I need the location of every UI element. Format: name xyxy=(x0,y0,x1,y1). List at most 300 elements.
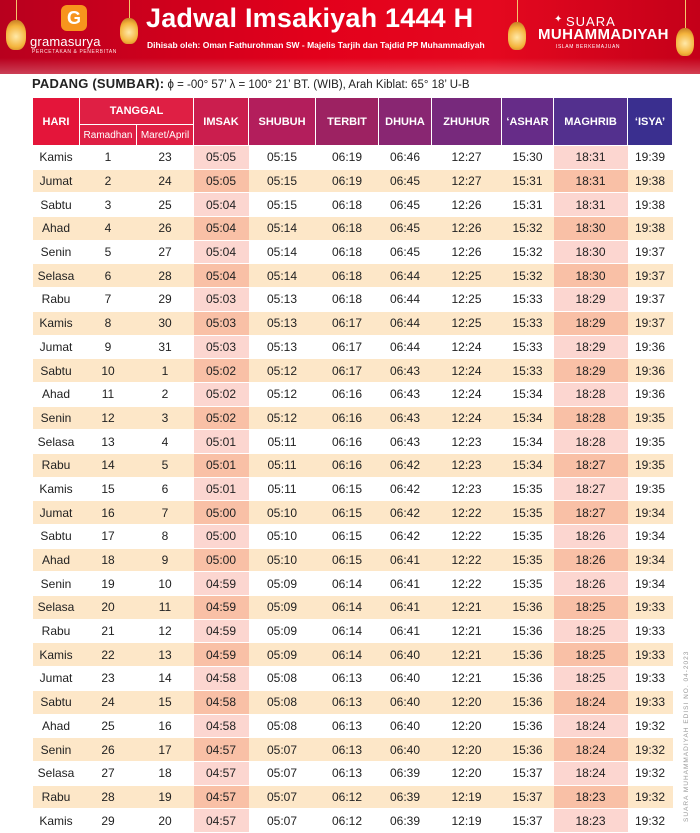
cell-dhuha: 06:39 xyxy=(379,785,432,809)
cell-ashar: 15:37 xyxy=(502,761,554,785)
cell-terbit: 06:18 xyxy=(316,264,379,288)
cell-hari: Ahad xyxy=(33,548,80,572)
cell-hari: Kamis xyxy=(33,146,80,170)
cell-zhuhur: 12:22 xyxy=(432,572,502,596)
table-row xyxy=(33,240,673,264)
cell-terbit: 06:18 xyxy=(316,288,379,312)
cell-maret-april: 8 xyxy=(137,525,194,549)
cell-isya: 19:37 xyxy=(628,288,673,312)
cell-maret-april: 13 xyxy=(137,643,194,667)
cell-imsak: 04:59 xyxy=(194,596,249,620)
table-row xyxy=(33,288,673,312)
cell-hari: Selasa xyxy=(33,430,80,454)
table-row xyxy=(33,146,673,170)
cell-ashar: 15:37 xyxy=(502,785,554,809)
cell-terbit: 06:16 xyxy=(316,406,379,430)
cell-shubuh: 05:09 xyxy=(249,572,316,596)
cell-maret-april: 12 xyxy=(137,619,194,643)
cell-terbit: 06:15 xyxy=(316,501,379,525)
cell-hari: Senin xyxy=(33,406,80,430)
cell-maret-april: 19 xyxy=(137,785,194,809)
cell-shubuh: 05:12 xyxy=(249,382,316,406)
cell-shubuh: 05:15 xyxy=(249,146,316,170)
header-zhuhur: ZHUHUR xyxy=(432,98,502,146)
cell-isya: 19:35 xyxy=(628,406,673,430)
cell-ramadhan: 4 xyxy=(80,217,137,241)
cell-terbit: 06:18 xyxy=(316,193,379,217)
cell-imsak: 04:58 xyxy=(194,667,249,691)
cell-maret-april: 10 xyxy=(137,572,194,596)
header-terbit: TERBIT xyxy=(316,98,379,146)
cell-ashar: 15:30 xyxy=(502,146,554,170)
table-row xyxy=(33,667,673,691)
cell-terbit: 06:18 xyxy=(316,240,379,264)
cell-isya: 19:34 xyxy=(628,548,673,572)
cell-terbit: 06:19 xyxy=(316,146,379,170)
cell-terbit: 06:16 xyxy=(316,430,379,454)
table-row xyxy=(33,548,673,572)
cell-ramadhan: 6 xyxy=(80,264,137,288)
cell-maghrib: 18:25 xyxy=(554,667,628,691)
cell-maret-april: 2 xyxy=(137,382,194,406)
cell-hari: Sabtu xyxy=(33,690,80,714)
cell-zhuhur: 12:23 xyxy=(432,453,502,477)
cell-ashar: 15:35 xyxy=(502,548,554,572)
cell-dhuha: 06:44 xyxy=(379,335,432,359)
cell-ramadhan: 10 xyxy=(80,359,137,383)
cell-ashar: 15:35 xyxy=(502,525,554,549)
cell-ramadhan: 17 xyxy=(80,525,137,549)
logo-line-2: MUHAMMADIYAH xyxy=(538,26,669,43)
cell-ramadhan: 15 xyxy=(80,477,137,501)
cell-terbit: 06:14 xyxy=(316,572,379,596)
cell-ramadhan: 14 xyxy=(80,453,137,477)
cell-shubuh: 05:13 xyxy=(249,288,316,312)
cell-isya: 19:35 xyxy=(628,453,673,477)
cell-shubuh: 05:13 xyxy=(249,311,316,335)
cell-zhuhur: 12:20 xyxy=(432,714,502,738)
cell-zhuhur: 12:25 xyxy=(432,264,502,288)
gramasurya-tagline: PERCETAKAN & PENERBITAN xyxy=(32,49,118,55)
cell-ashar: 15:33 xyxy=(502,288,554,312)
cell-ramadhan: 24 xyxy=(80,690,137,714)
cell-terbit: 06:12 xyxy=(316,785,379,809)
cell-maghrib: 18:27 xyxy=(554,453,628,477)
cell-maret-april: 31 xyxy=(137,335,194,359)
cell-hari: Ahad xyxy=(33,382,80,406)
cell-ashar: 15:33 xyxy=(502,335,554,359)
cell-imsak: 05:00 xyxy=(194,548,249,572)
table-row xyxy=(33,169,673,193)
cell-maghrib: 18:29 xyxy=(554,311,628,335)
cell-dhuha: 06:43 xyxy=(379,359,432,383)
cell-imsak: 05:02 xyxy=(194,406,249,430)
cell-ramadhan: 5 xyxy=(80,240,137,264)
cell-shubuh: 05:07 xyxy=(249,809,316,833)
cell-shubuh: 05:14 xyxy=(249,217,316,241)
cell-maghrib: 18:24 xyxy=(554,690,628,714)
cell-maghrib: 18:31 xyxy=(554,193,628,217)
table-row xyxy=(33,430,673,454)
cell-isya: 19:36 xyxy=(628,335,673,359)
cell-hari: Kamis xyxy=(33,809,80,833)
table-row xyxy=(33,335,673,359)
table-row xyxy=(33,596,673,620)
cell-isya: 19:32 xyxy=(628,714,673,738)
cell-isya: 19:38 xyxy=(628,169,673,193)
cell-shubuh: 05:13 xyxy=(249,335,316,359)
cell-imsak: 04:59 xyxy=(194,619,249,643)
cell-terbit: 06:16 xyxy=(316,382,379,406)
lantern-icon xyxy=(6,0,26,60)
cell-shubuh: 05:12 xyxy=(249,359,316,383)
cell-ramadhan: 8 xyxy=(80,311,137,335)
cell-hari: Ahad xyxy=(33,217,80,241)
cell-maret-april: 7 xyxy=(137,501,194,525)
cell-maret-april: 27 xyxy=(137,240,194,264)
cell-ramadhan: 22 xyxy=(80,643,137,667)
cell-maghrib: 18:24 xyxy=(554,761,628,785)
table-row xyxy=(33,382,673,406)
cell-shubuh: 05:14 xyxy=(249,264,316,288)
cell-isya: 19:34 xyxy=(628,572,673,596)
location-city: PADANG (SUMBAR): xyxy=(32,76,165,91)
table-row xyxy=(33,193,673,217)
cell-shubuh: 05:10 xyxy=(249,501,316,525)
cell-zhuhur: 12:24 xyxy=(432,335,502,359)
cell-maghrib: 18:24 xyxy=(554,738,628,762)
cell-dhuha: 06:39 xyxy=(379,761,432,785)
cell-ramadhan: 7 xyxy=(80,288,137,312)
table-body xyxy=(33,146,673,833)
cell-maret-april: 18 xyxy=(137,761,194,785)
cell-ashar: 15:33 xyxy=(502,311,554,335)
cell-imsak: 05:02 xyxy=(194,382,249,406)
cell-terbit: 06:17 xyxy=(316,335,379,359)
cell-dhuha: 06:44 xyxy=(379,288,432,312)
cell-imsak: 05:00 xyxy=(194,501,249,525)
cell-dhuha: 06:44 xyxy=(379,311,432,335)
table-row xyxy=(33,406,673,430)
cell-zhuhur: 12:23 xyxy=(432,430,502,454)
cell-ramadhan: 28 xyxy=(80,785,137,809)
cell-zhuhur: 12:26 xyxy=(432,217,502,241)
cell-hari: Kamis xyxy=(33,477,80,501)
cell-zhuhur: 12:20 xyxy=(432,690,502,714)
header-ashar: ‘ASHAR xyxy=(502,98,554,146)
cell-isya: 19:34 xyxy=(628,501,673,525)
cell-maghrib: 18:23 xyxy=(554,809,628,833)
cell-terbit: 06:14 xyxy=(316,596,379,620)
cell-hari: Ahad xyxy=(33,714,80,738)
banner-glow xyxy=(0,58,700,74)
cell-shubuh: 05:15 xyxy=(249,169,316,193)
cell-maghrib: 18:29 xyxy=(554,335,628,359)
cell-hari: Jumat xyxy=(33,169,80,193)
cell-imsak: 04:57 xyxy=(194,809,249,833)
cell-hari: Senin xyxy=(33,738,80,762)
cell-maghrib: 18:27 xyxy=(554,477,628,501)
location-line xyxy=(32,76,470,91)
cell-maghrib: 18:29 xyxy=(554,288,628,312)
cell-dhuha: 06:40 xyxy=(379,667,432,691)
cell-maghrib: 18:25 xyxy=(554,643,628,667)
suara-muhammadiyah-logo xyxy=(532,6,692,56)
cell-maret-april: 29 xyxy=(137,288,194,312)
cell-maret-april: 26 xyxy=(137,217,194,241)
cell-maghrib: 18:23 xyxy=(554,785,628,809)
cell-dhuha: 06:45 xyxy=(379,193,432,217)
cell-dhuha: 06:45 xyxy=(379,240,432,264)
cell-zhuhur: 12:21 xyxy=(432,619,502,643)
cell-dhuha: 06:46 xyxy=(379,146,432,170)
cell-isya: 19:35 xyxy=(628,477,673,501)
cell-isya: 19:32 xyxy=(628,785,673,809)
cell-ashar: 15:34 xyxy=(502,382,554,406)
cell-maghrib: 18:25 xyxy=(554,596,628,620)
cell-maret-april: 5 xyxy=(137,453,194,477)
gramasurya-name: gramasurya xyxy=(30,34,101,49)
cell-isya: 19:36 xyxy=(628,382,673,406)
table-row xyxy=(33,525,673,549)
cell-imsak: 05:01 xyxy=(194,453,249,477)
cell-hari: Jumat xyxy=(33,335,80,359)
header-isya: ‘ISYA’ xyxy=(628,98,673,146)
cell-maret-april: 20 xyxy=(137,809,194,833)
cell-ashar: 15:36 xyxy=(502,596,554,620)
cell-maret-april: 23 xyxy=(137,146,194,170)
cell-ashar: 15:31 xyxy=(502,193,554,217)
cell-maret-april: 9 xyxy=(137,548,194,572)
cell-zhuhur: 12:22 xyxy=(432,548,502,572)
cell-terbit: 06:15 xyxy=(316,525,379,549)
cell-terbit: 06:13 xyxy=(316,714,379,738)
cell-ashar: 15:35 xyxy=(502,477,554,501)
cell-shubuh: 05:09 xyxy=(249,619,316,643)
cell-terbit: 06:19 xyxy=(316,169,379,193)
cell-ashar: 15:32 xyxy=(502,264,554,288)
cell-hari: Rabu xyxy=(33,453,80,477)
cell-terbit: 06:13 xyxy=(316,738,379,762)
cell-zhuhur: 12:20 xyxy=(432,761,502,785)
table-row xyxy=(33,785,673,809)
cell-shubuh: 05:14 xyxy=(249,240,316,264)
cell-ramadhan: 19 xyxy=(80,572,137,596)
cell-shubuh: 05:08 xyxy=(249,667,316,691)
cell-imsak: 04:57 xyxy=(194,785,249,809)
cell-terbit: 06:13 xyxy=(316,667,379,691)
cell-ramadhan: 21 xyxy=(80,619,137,643)
cell-ramadhan: 2 xyxy=(80,169,137,193)
table-row xyxy=(33,477,673,501)
cell-zhuhur: 12:21 xyxy=(432,667,502,691)
cell-zhuhur: 12:24 xyxy=(432,359,502,383)
cell-terbit: 06:13 xyxy=(316,690,379,714)
table-row xyxy=(33,264,673,288)
cell-dhuha: 06:41 xyxy=(379,548,432,572)
cell-zhuhur: 12:24 xyxy=(432,406,502,430)
cell-ashar: 15:33 xyxy=(502,359,554,383)
cell-hari: Sabtu xyxy=(33,525,80,549)
cell-ramadhan: 3 xyxy=(80,193,137,217)
cell-terbit: 06:13 xyxy=(316,761,379,785)
cell-maghrib: 18:28 xyxy=(554,382,628,406)
cell-isya: 19:33 xyxy=(628,667,673,691)
cell-imsak: 04:59 xyxy=(194,643,249,667)
cell-ramadhan: 25 xyxy=(80,714,137,738)
cell-imsak: 04:57 xyxy=(194,761,249,785)
cell-dhuha: 06:44 xyxy=(379,264,432,288)
cell-hari: Rabu xyxy=(33,619,80,643)
cell-dhuha: 06:41 xyxy=(379,596,432,620)
cell-terbit: 06:14 xyxy=(316,643,379,667)
cell-hari: Rabu xyxy=(33,785,80,809)
cell-shubuh: 05:07 xyxy=(249,738,316,762)
cell-maret-april: 30 xyxy=(137,311,194,335)
cell-shubuh: 05:10 xyxy=(249,548,316,572)
cell-imsak: 05:03 xyxy=(194,288,249,312)
cell-zhuhur: 12:22 xyxy=(432,525,502,549)
cell-terbit: 06:15 xyxy=(316,477,379,501)
cell-ramadhan: 29 xyxy=(80,809,137,833)
cell-isya: 19:37 xyxy=(628,311,673,335)
cell-hari: Selasa xyxy=(33,264,80,288)
cell-zhuhur: 12:27 xyxy=(432,169,502,193)
cell-imsak: 04:58 xyxy=(194,714,249,738)
header-banner xyxy=(0,0,700,74)
cell-maret-april: 1 xyxy=(137,359,194,383)
header-ramadhan: Ramadhan xyxy=(80,125,137,146)
table-row xyxy=(33,690,673,714)
cell-imsak: 05:05 xyxy=(194,169,249,193)
cell-hari: Sabtu xyxy=(33,359,80,383)
header-maghrib: MAGHRIB xyxy=(554,98,628,146)
logo-line-3: ISLAM BERKEMAJUAN xyxy=(556,44,621,50)
cell-ashar: 15:35 xyxy=(502,501,554,525)
cell-maghrib: 18:29 xyxy=(554,359,628,383)
cell-ramadhan: 20 xyxy=(80,596,137,620)
table-row xyxy=(33,572,673,596)
cell-zhuhur: 12:25 xyxy=(432,288,502,312)
cell-shubuh: 05:11 xyxy=(249,477,316,501)
cell-terbit: 06:17 xyxy=(316,359,379,383)
cell-ramadhan: 13 xyxy=(80,430,137,454)
cell-maghrib: 18:27 xyxy=(554,501,628,525)
cell-isya: 19:37 xyxy=(628,264,673,288)
gramasurya-mark-icon: G xyxy=(61,5,87,31)
cell-ramadhan: 12 xyxy=(80,406,137,430)
cell-terbit: 06:12 xyxy=(316,809,379,833)
cell-maghrib: 18:25 xyxy=(554,619,628,643)
star-icon: ✦ xyxy=(554,14,563,25)
cell-dhuha: 06:40 xyxy=(379,690,432,714)
cell-dhuha: 06:42 xyxy=(379,477,432,501)
cell-dhuha: 06:41 xyxy=(379,619,432,643)
cell-zhuhur: 12:24 xyxy=(432,382,502,406)
cell-terbit: 06:15 xyxy=(316,548,379,572)
cell-terbit: 06:14 xyxy=(316,619,379,643)
cell-ramadhan: 1 xyxy=(80,146,137,170)
cell-maghrib: 18:30 xyxy=(554,240,628,264)
cell-dhuha: 06:42 xyxy=(379,525,432,549)
table-row xyxy=(33,761,673,785)
cell-isya: 19:38 xyxy=(628,217,673,241)
cell-zhuhur: 12:22 xyxy=(432,501,502,525)
cell-ashar: 15:34 xyxy=(502,453,554,477)
cell-maret-april: 16 xyxy=(137,714,194,738)
header-tanggal: TANGGAL xyxy=(80,98,194,125)
table-row xyxy=(33,619,673,643)
cell-isya: 19:32 xyxy=(628,761,673,785)
cell-maret-april: 14 xyxy=(137,667,194,691)
cell-zhuhur: 12:26 xyxy=(432,240,502,264)
table-row xyxy=(33,643,673,667)
cell-dhuha: 06:39 xyxy=(379,809,432,833)
cell-imsak: 05:05 xyxy=(194,146,249,170)
cell-isya: 19:38 xyxy=(628,193,673,217)
cell-zhuhur: 12:25 xyxy=(432,311,502,335)
cell-zhuhur: 12:19 xyxy=(432,809,502,833)
table-row xyxy=(33,714,673,738)
cell-imsak: 04:59 xyxy=(194,572,249,596)
cell-maghrib: 18:30 xyxy=(554,217,628,241)
cell-imsak: 05:04 xyxy=(194,264,249,288)
cell-hari: Senin xyxy=(33,572,80,596)
cell-dhuha: 06:40 xyxy=(379,714,432,738)
cell-ashar: 15:32 xyxy=(502,240,554,264)
logo-line-1: SUARA xyxy=(566,14,616,29)
cell-ramadhan: 16 xyxy=(80,501,137,525)
cell-isya: 19:32 xyxy=(628,738,673,762)
cell-terbit: 06:18 xyxy=(316,217,379,241)
cell-dhuha: 06:40 xyxy=(379,643,432,667)
cell-isya: 19:35 xyxy=(628,430,673,454)
cell-isya: 19:39 xyxy=(628,146,673,170)
page-subtitle: Dihisab oleh: Oman Fathurohman SW - Majelis Tarjih dan Tajdid PP Muhammadiyah xyxy=(147,40,485,50)
cell-shubuh: 05:09 xyxy=(249,596,316,620)
header-shubuh: SHUBUH xyxy=(249,98,316,146)
cell-maghrib: 18:28 xyxy=(554,406,628,430)
cell-dhuha: 06:40 xyxy=(379,738,432,762)
cell-terbit: 06:17 xyxy=(316,311,379,335)
cell-ashar: 15:36 xyxy=(502,714,554,738)
cell-shubuh: 05:08 xyxy=(249,690,316,714)
cell-hari: Jumat xyxy=(33,667,80,691)
cell-ashar: 15:34 xyxy=(502,406,554,430)
cell-dhuha: 06:43 xyxy=(379,382,432,406)
cell-ramadhan: 11 xyxy=(80,382,137,406)
cell-maret-april: 11 xyxy=(137,596,194,620)
cell-zhuhur: 12:20 xyxy=(432,738,502,762)
table-row xyxy=(33,501,673,525)
cell-ashar: 15:36 xyxy=(502,619,554,643)
cell-maghrib: 18:24 xyxy=(554,714,628,738)
cell-zhuhur: 12:26 xyxy=(432,193,502,217)
cell-isya: 19:33 xyxy=(628,690,673,714)
cell-hari: Sabtu xyxy=(33,193,80,217)
cell-maghrib: 18:26 xyxy=(554,525,628,549)
lantern-icon xyxy=(120,0,138,48)
cell-maret-april: 24 xyxy=(137,169,194,193)
cell-zhuhur: 12:21 xyxy=(432,643,502,667)
cell-maghrib: 18:30 xyxy=(554,264,628,288)
cell-isya: 19:32 xyxy=(628,809,673,833)
cell-imsak: 04:57 xyxy=(194,738,249,762)
cell-ramadhan: 27 xyxy=(80,761,137,785)
page-title: Jadwal Imsakiyah 1444 H xyxy=(146,3,474,33)
cell-terbit: 06:16 xyxy=(316,453,379,477)
cell-shubuh: 05:09 xyxy=(249,643,316,667)
